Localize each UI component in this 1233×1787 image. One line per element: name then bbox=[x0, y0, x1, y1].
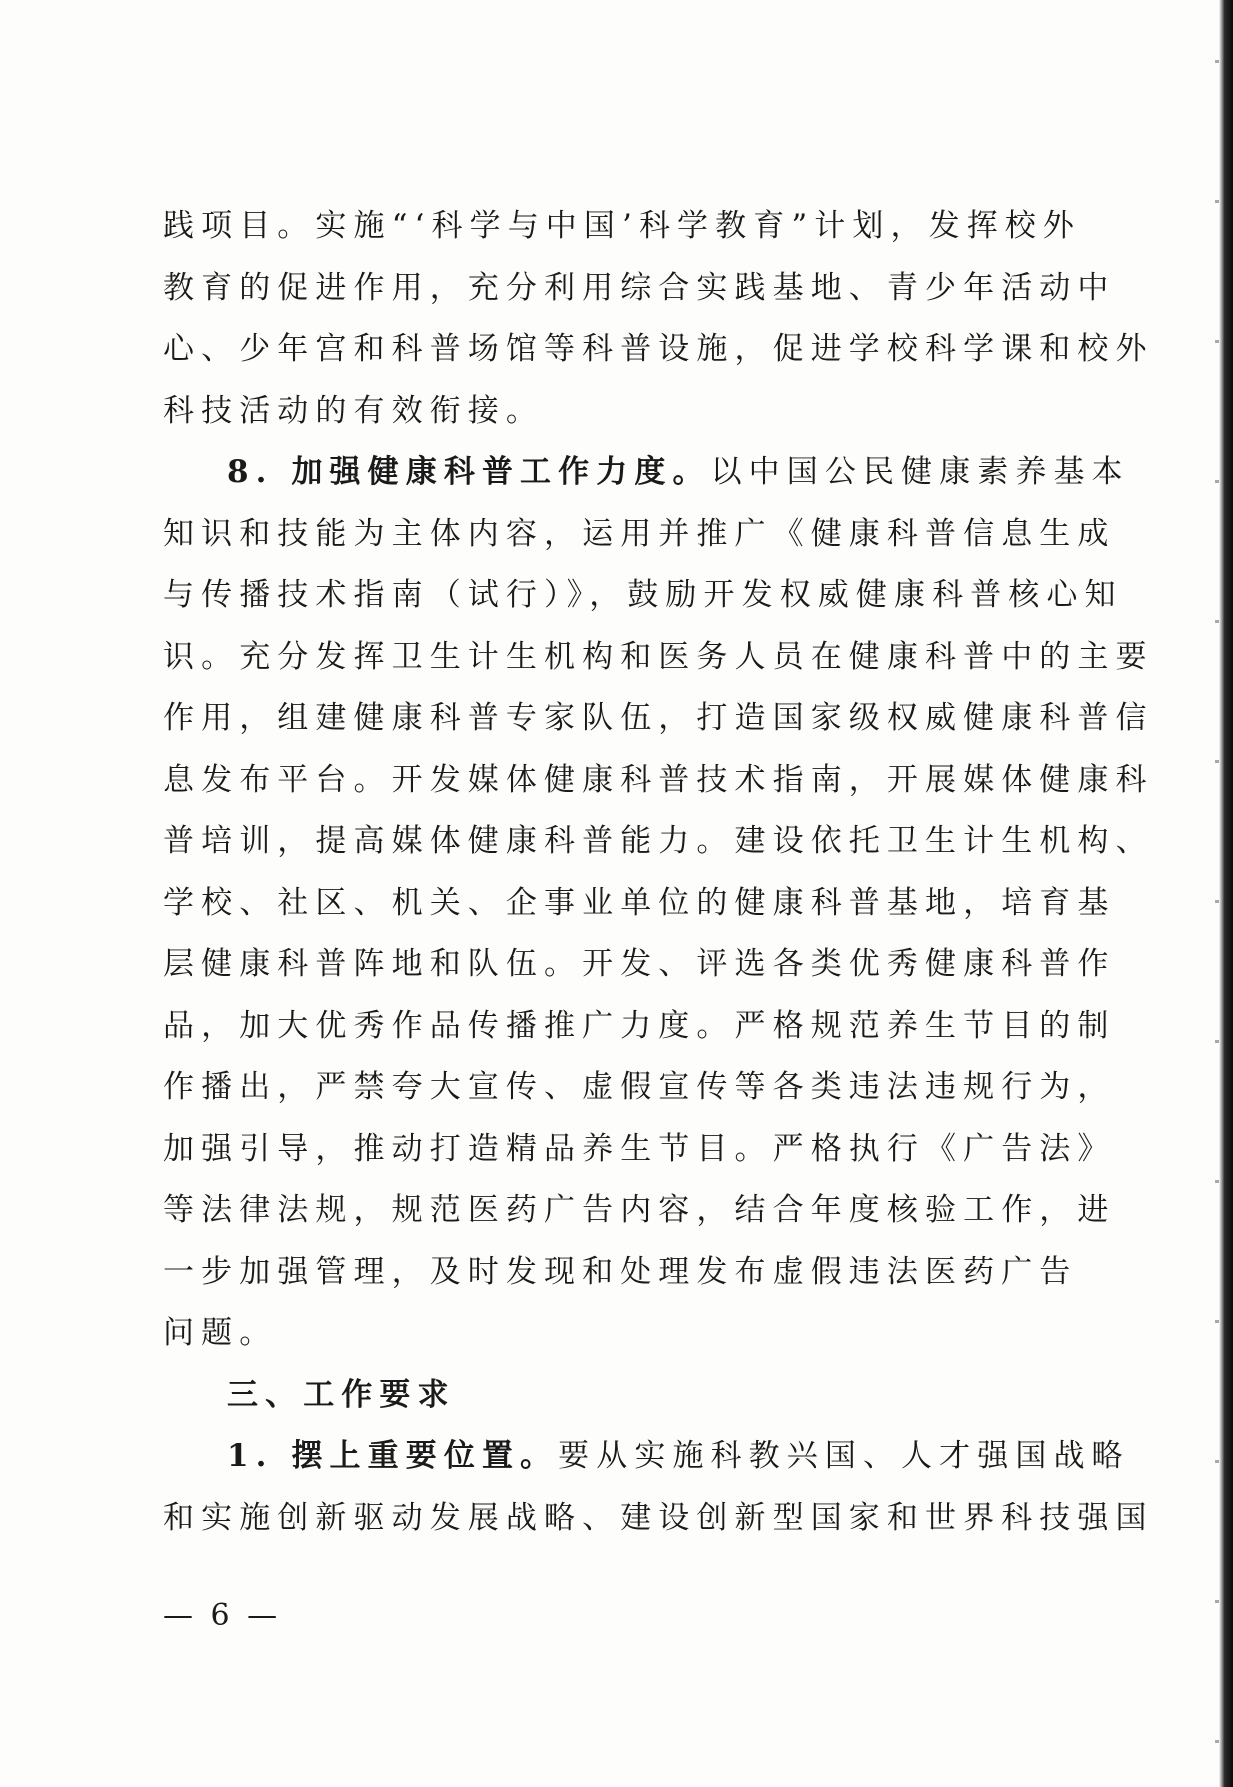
text-line bbox=[163, 750, 1154, 812]
line-text: 要从实施科教兴国、人才强国战略 bbox=[558, 1438, 1130, 1474]
text-line bbox=[163, 442, 1130, 504]
line-text: 和实施创新驱动发展战略、建设创新型国家和世界科技强国 bbox=[163, 1499, 1154, 1536]
line-text: 知识和技能为主体内容，运用并推广《健康科普信息生成 bbox=[163, 515, 1116, 552]
section-heading: 8. 加强健康科普工作力度。 bbox=[227, 454, 711, 490]
line-text: 教育的促进作用，充分利用综合实践基地、青少年活动中 bbox=[163, 269, 1116, 306]
text-line bbox=[163, 1180, 1116, 1242]
text-line bbox=[163, 873, 1116, 935]
line-text: 科技活动的有效衔接。 bbox=[163, 392, 544, 429]
line-text: 普培训，提高媒体健康科普能力。建设依托卫生计生机构、 bbox=[163, 823, 1154, 859]
line-text: 作播出，严禁夸大宣传、虚假宣传等各类违法违规行为， bbox=[163, 1069, 1116, 1105]
text-line bbox=[163, 996, 1116, 1058]
text-line bbox=[163, 811, 1154, 873]
text-line bbox=[163, 688, 1154, 750]
line-text: 加强引导，推动打造精品养生节目。严格执行《广告法》 bbox=[163, 1130, 1116, 1167]
text-line bbox=[163, 1242, 1078, 1304]
text-line bbox=[163, 1057, 1116, 1119]
text-line bbox=[163, 565, 1123, 627]
line-text: 品，加大优秀作品传播推广力度。严格规范养生节目的制 bbox=[163, 1007, 1116, 1044]
line-text: 作用，组建健康科普专家队伍，打造国家级权威健康科普信 bbox=[163, 700, 1154, 736]
section-heading: 三、工作要求 bbox=[227, 1376, 456, 1413]
line-text: 心、少年宫和科普场馆等科普设施，促进学校科学课和校外 bbox=[163, 331, 1154, 367]
document-body bbox=[163, 196, 1154, 1549]
text-line bbox=[163, 1426, 1130, 1488]
text-line bbox=[163, 196, 1082, 258]
text-line bbox=[163, 1365, 1063, 1427]
line-text: 践项目。实施“‘科学与中国’科学教育”计划，发挥校外 bbox=[163, 208, 1082, 244]
line-text: 一步加强管理，及时发现和处理发布虚假违法医药广告 bbox=[163, 1253, 1078, 1290]
text-line bbox=[163, 381, 1063, 443]
text-line bbox=[163, 319, 1154, 381]
text-line bbox=[163, 1303, 1063, 1365]
page-number: — 6 — bbox=[163, 1598, 282, 1633]
line-text: 学校、社区、机关、企事业单位的健康科普基地，培育基 bbox=[163, 884, 1116, 921]
line-text: 息发布平台。开发媒体健康科普技术指南，开展媒体健康科 bbox=[163, 761, 1154, 798]
line-text: 等法律法规，规范医药广告内容，结合年度核验工作，进 bbox=[163, 1192, 1116, 1228]
text-line bbox=[163, 1119, 1116, 1181]
line-text: 识。充分发挥卫生计生机构和医务人员在健康科普中的主要 bbox=[163, 638, 1154, 675]
line-text: 与传播技术指南（试行）》，鼓励开发权威健康科普核心知 bbox=[163, 577, 1123, 613]
text-line bbox=[163, 627, 1154, 689]
text-line bbox=[163, 258, 1116, 320]
line-text: 层健康科普阵地和队伍。开发、评选各类优秀健康科普作 bbox=[163, 946, 1116, 982]
text-line bbox=[163, 1488, 1154, 1550]
text-line bbox=[163, 934, 1116, 996]
section-heading: 1. 摆上重要位置。 bbox=[227, 1438, 559, 1474]
scan-binding-edge bbox=[1219, 0, 1233, 1787]
line-text: 以中国公民健康素养基本 bbox=[710, 454, 1130, 490]
text-line bbox=[163, 504, 1116, 566]
line-text: 问题。 bbox=[163, 1315, 278, 1351]
